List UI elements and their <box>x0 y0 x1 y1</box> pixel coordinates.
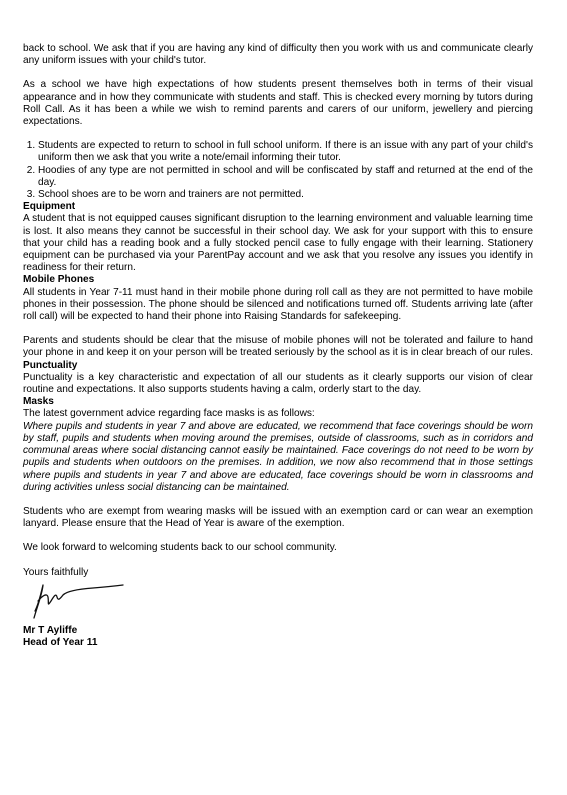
punctuality-heading: Punctuality <box>23 359 78 371</box>
masks-intro: The latest government advice regarding face masks is as follows: <box>23 408 315 420</box>
letter-page <box>23 43 533 649</box>
mobile-phones-body-2: Parents and students should be clear that the misuse of mobile phones will not be tolerated and failure to hand your phone in and keep it on your person will be treated seriously by the school as it is in clear breach of our rules. <box>23 335 534 359</box>
intro-paragraph-2: As a school we have high expectations of how students present themselves both in terms of their visual appearance and in how they communicate with students and staff. This is checked every morning by tutors during Roll Call. As it has been a while we wish to remind parents and carers of our uniform, jewellery and piercing expectations. <box>23 79 533 128</box>
closing-line: We look forward to welcoming students back to our school community. <box>23 542 337 554</box>
masks-exemption: Students who are exempt from wearing masks will be issued with an exemption card or can wear an exemption lanyard. Please ensure that the Head of Year is aware of the exemption. <box>23 505 533 530</box>
intro-paragraph-1: back to school. We ask that if you are having any kind of difficulty then you work with us and communicate clearly any uniform issues with your child's tutor. <box>23 43 533 67</box>
equipment-body: A student that is not equipped causes significant disruption to the learning environment and valuable learning time is lost. It also means they cannot be successful in their school day. We ask for your support with this to ensure that your child has a reading book and a fully stocked pencil case to fully engage with their learning. Stationery equipment can be purchased via your ParentPay account and we ask that you resolve any issues you identify in readiness for their return. <box>23 213 533 274</box>
signoff: Yours faithfully <box>23 566 89 578</box>
signature-image <box>27 581 127 621</box>
masks-guidance-quote: Where pupils and students in year 7 and above are educated, we recommend that face coverings should be worn by staff, pupils and students when moving around the premises, outside of classrooms, such as in corridors and communal areas where social distancing cannot easily be maintained. Face coverings do not need to be worn by pupils and students when outdoors on the premises. In addition, we now also recommend that in those settings where pupils and students in year 7 and above are educated, face coverings should be worn in classrooms and during activities unless social distancing can be maintained. <box>23 420 533 493</box>
punctuality-body: Punctuality is a key characteristic and expectation of all our students as it clearly supports our vision of clear routine and expectations. It also supports students having a calm, orderly start to the day. <box>23 371 533 396</box>
mobile-phones-heading: Mobile Phones <box>23 274 95 286</box>
uniform-rule-item: 2. Hoodies of any type are not permitted in school and will be confiscated by staff and returned at the end of the day. <box>38 165 533 189</box>
signatory-name: Mr T Ayliffe <box>23 624 78 636</box>
masks-heading: Masks <box>23 396 54 408</box>
uniform-rules-list <box>23 140 533 201</box>
uniform-rule-item: 1. Students are expected to return to school in full school uniform. If there is an issue with any part of your child's uniform then we ask that you write a note/email informing their tutor. <box>38 140 533 164</box>
equipment-heading: Equipment <box>23 201 76 213</box>
mobile-phones-body: All students in Year 7-11 must hand in their mobile phone during roll call as they are not permitted to have mobile phones in their possession. The phone should be silenced and notifications turned off. Students arriving late (after roll call) will be expected to hand their phone into Raising Standards for safekeeping. <box>23 286 533 323</box>
uniform-rule-item: 3. School shoes are to be worn and trainers are not permitted. <box>38 189 533 201</box>
signatory-role: Head of Year 11 <box>23 636 98 648</box>
